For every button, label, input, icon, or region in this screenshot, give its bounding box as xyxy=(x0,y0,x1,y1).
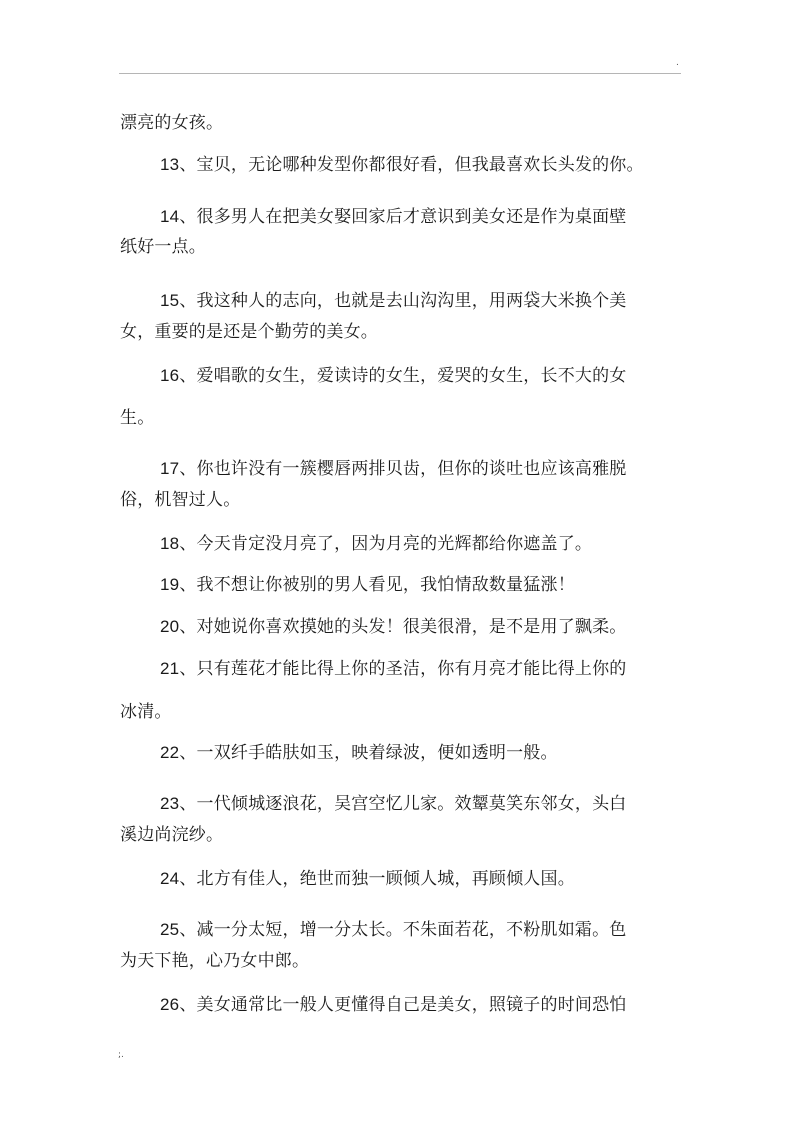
item-number: 14 xyxy=(160,207,180,226)
text-line xyxy=(160,617,627,637)
text-line xyxy=(160,869,575,889)
text-line xyxy=(120,237,206,257)
line-text: 、宝贝，无论哪种发型你都很好看，但我最喜欢长头发的你。 xyxy=(179,155,644,175)
text-line xyxy=(160,920,627,940)
text-line xyxy=(160,459,627,479)
line-text: 纸好一点。 xyxy=(120,237,206,257)
item-number: 25 xyxy=(160,920,180,939)
item-number: 22 xyxy=(160,743,180,762)
line-text: 、你也许没有一簇樱唇两排贝齿，但你的谈吐也应该高雅脱 xyxy=(179,459,627,479)
text-line xyxy=(160,794,627,814)
text-line xyxy=(120,702,172,722)
line-text: 生。 xyxy=(120,408,155,428)
item-number: 15 xyxy=(160,291,180,310)
item-number: 17 xyxy=(160,459,180,478)
text-line xyxy=(120,825,223,845)
text-line xyxy=(160,207,627,227)
line-text: 漂亮的女孩。 xyxy=(120,113,224,133)
footer-mark: ;. xyxy=(118,1050,124,1060)
item-number: 19 xyxy=(160,575,180,594)
text-line xyxy=(160,659,627,679)
item-number: 26 xyxy=(160,995,180,1014)
line-text: 为天下艳，心乃女中郎。 xyxy=(120,951,310,971)
header-rule xyxy=(119,73,681,74)
text-line xyxy=(160,743,558,763)
item-number: 23 xyxy=(160,794,180,813)
text-line xyxy=(160,155,644,175)
line-text: 、北方有佳人，绝世而独一顾倾人城，再顾倾人国。 xyxy=(179,869,575,889)
line-text: 、今天肯定没月亮了，因为月亮的光辉都给你遮盖了。 xyxy=(179,534,593,554)
text-line xyxy=(120,113,223,133)
line-text: 、很多男人在把美女娶回家后才意识到美女还是作为桌面壁 xyxy=(179,207,627,227)
line-text: 、我这种人的志向，也就是去山沟沟里，用两袋大米换个美 xyxy=(179,291,627,311)
item-number: 13 xyxy=(160,155,180,174)
line-text: 、对她说你喜欢摸她的头发！很美很滑，是不是用了飘柔。 xyxy=(179,617,627,637)
text-line xyxy=(120,408,154,428)
text-line xyxy=(160,575,575,595)
corner-mark: . xyxy=(676,58,679,68)
line-text: 、减一分太短，增一分太长。不朱面若花，不粉肌如霜。色 xyxy=(179,920,627,940)
line-text: 俗，机智过人。 xyxy=(120,490,241,510)
line-text: 女，重要的是还是个勤劳的美女。 xyxy=(120,322,378,342)
item-number: 18 xyxy=(160,534,180,553)
line-text: 、一双纤手皓肤如玉，映着绿波，便如透明一般。 xyxy=(179,743,558,763)
line-text: 、只有莲花才能比得上你的圣洁，你有月亮才能比得上你的 xyxy=(179,659,627,679)
line-text: 冰清。 xyxy=(120,702,172,722)
text-line xyxy=(160,291,627,311)
text-line xyxy=(160,534,592,554)
line-text: 、我不想让你被别的男人看见，我怕情敌数量猛涨！ xyxy=(179,575,575,595)
line-text: 、爱唱歌的女生，爱读诗的女生，爱哭的女生，长不大的女 xyxy=(179,366,627,386)
text-line xyxy=(120,951,309,971)
text-line xyxy=(160,366,627,386)
item-number: 20 xyxy=(160,617,180,636)
text-line xyxy=(160,995,627,1015)
item-number: 16 xyxy=(160,366,180,385)
text-line xyxy=(120,490,240,510)
line-text: 、美女通常比一般人更懂得自己是美女，照镜子的时间恐怕 xyxy=(179,995,627,1015)
text-line xyxy=(120,322,378,342)
item-number: 21 xyxy=(160,659,180,678)
line-text: 溪边尚浣纱。 xyxy=(120,825,224,845)
line-text: 、一代倾城逐浪花，吴宫空忆儿家。效颦莫笑东邻女，头白 xyxy=(179,794,627,814)
item-number: 24 xyxy=(160,869,180,888)
